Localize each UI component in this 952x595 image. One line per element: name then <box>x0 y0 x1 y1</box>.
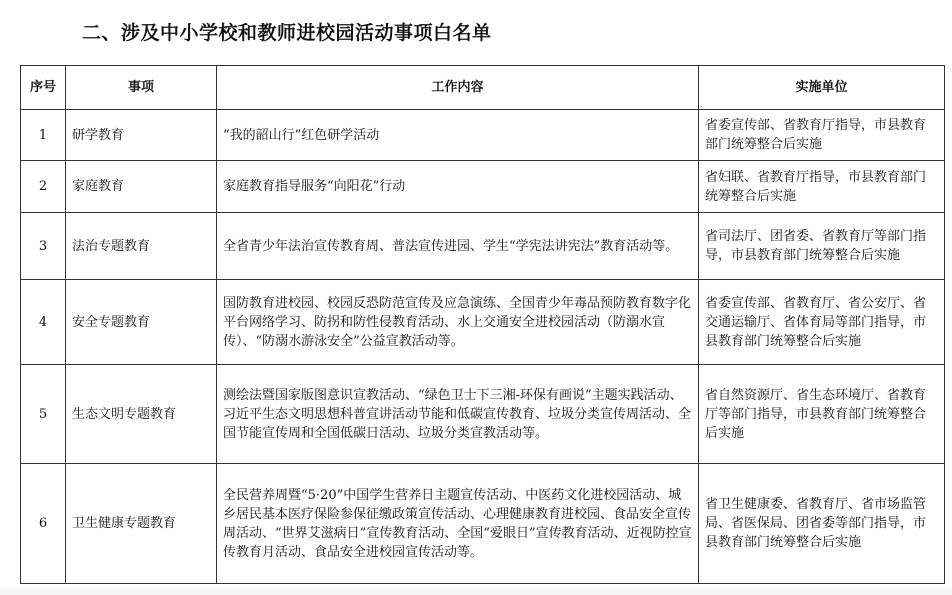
row-item: 卫生健康专题教育 <box>66 464 217 584</box>
row-unit: 省妇联、省教育厅指导，市县教育部门统筹整合后实施 <box>699 161 945 213</box>
table-row <box>21 213 945 280</box>
table-row <box>21 161 945 213</box>
header-number: 序号 <box>21 66 66 110</box>
row-content: “我的韶山行”红色研学活动 <box>217 110 699 161</box>
row-item: 研学教育 <box>66 110 217 161</box>
table-row <box>21 365 945 464</box>
page-bottom-shade <box>0 585 952 595</box>
table-row <box>21 280 945 365</box>
section-heading: 二、涉及中小学校和教师进校园活动事项白名单 <box>82 22 492 44</box>
row-item: 家庭教育 <box>66 161 217 213</box>
row-item: 生态文明专题教育 <box>66 365 217 464</box>
header-item: 事项 <box>66 66 217 110</box>
row-number: 5 <box>21 365 66 464</box>
table-header-row <box>21 66 945 110</box>
row-unit: 省卫生健康委、省教育厅、省市场监管局、省医保局、团省委等部门指导，市县教育部门统筹整合后实施 <box>699 464 945 584</box>
row-content: 国防教育进校园、校园反恐防范宣传及应急演练、全国青少年毒品预防教育数字化平台网络学习、防拐和防性侵教育活动、水上交通安全进校园活动（防溺水宣传）、“防溺水游泳安全”公益宣教活动等。 <box>217 280 699 365</box>
row-unit: 省自然资源厅、省生态环境厅、省教育厅等部门指导，市县教育部门统筹整合后实施 <box>699 365 945 464</box>
header-unit: 实施单位 <box>699 66 945 110</box>
row-unit: 省委宣传部、省教育厅指导，市县教育部门统筹整合后实施 <box>699 110 945 161</box>
row-unit: 省司法厅、团省委、省教育厅等部门指导，市县教育部门统筹整合后实施 <box>699 213 945 280</box>
whitelist-table <box>20 65 945 584</box>
row-number: 3 <box>21 213 66 280</box>
header-content: 工作内容 <box>217 66 699 110</box>
row-number: 6 <box>21 464 66 584</box>
row-content: 全省青少年法治宣传教育周、普法宣传进园、学生“学宪法讲宪法”教育活动等。 <box>217 213 699 280</box>
row-unit: 省委宣传部、省教育厅、省公安厅、省交通运输厅、省体育局等部门指导，市县教育部门统筹整合后实施 <box>699 280 945 365</box>
row-number: 4 <box>21 280 66 365</box>
row-content: 家庭教育指导服务“向阳花”行动 <box>217 161 699 213</box>
row-content: 全民营养周暨“5·20”中国学生营养日主题宣传活动、中医药文化进校园活动、城乡居民基本医疗保险参保征缴政策宣传活动、心理健康教育进校园、食品安全宣传周活动、“世界艾滋病日”宣传教育活动、全国“爱眼日”宣传教育活动、近视防控宣传教育月活动、食品安全进校园宣传活动等。 <box>217 464 699 584</box>
row-content: 测绘法暨国家版图意识宣教活动、“绿色卫士下三湘-环保有画说”主题实践活动、习近平生态文明思想科普宣讲活动节能和低碳宣传教育、垃圾分类宣传周活动、全国节能宣传周和全国低碳日活动、垃圾分类宣教活动等。 <box>217 365 699 464</box>
row-item: 法治专题教育 <box>66 213 217 280</box>
row-item: 安全专题教育 <box>66 280 217 365</box>
table-row <box>21 110 945 161</box>
table-row <box>21 464 945 584</box>
row-number: 2 <box>21 161 66 213</box>
row-number: 1 <box>21 110 66 161</box>
